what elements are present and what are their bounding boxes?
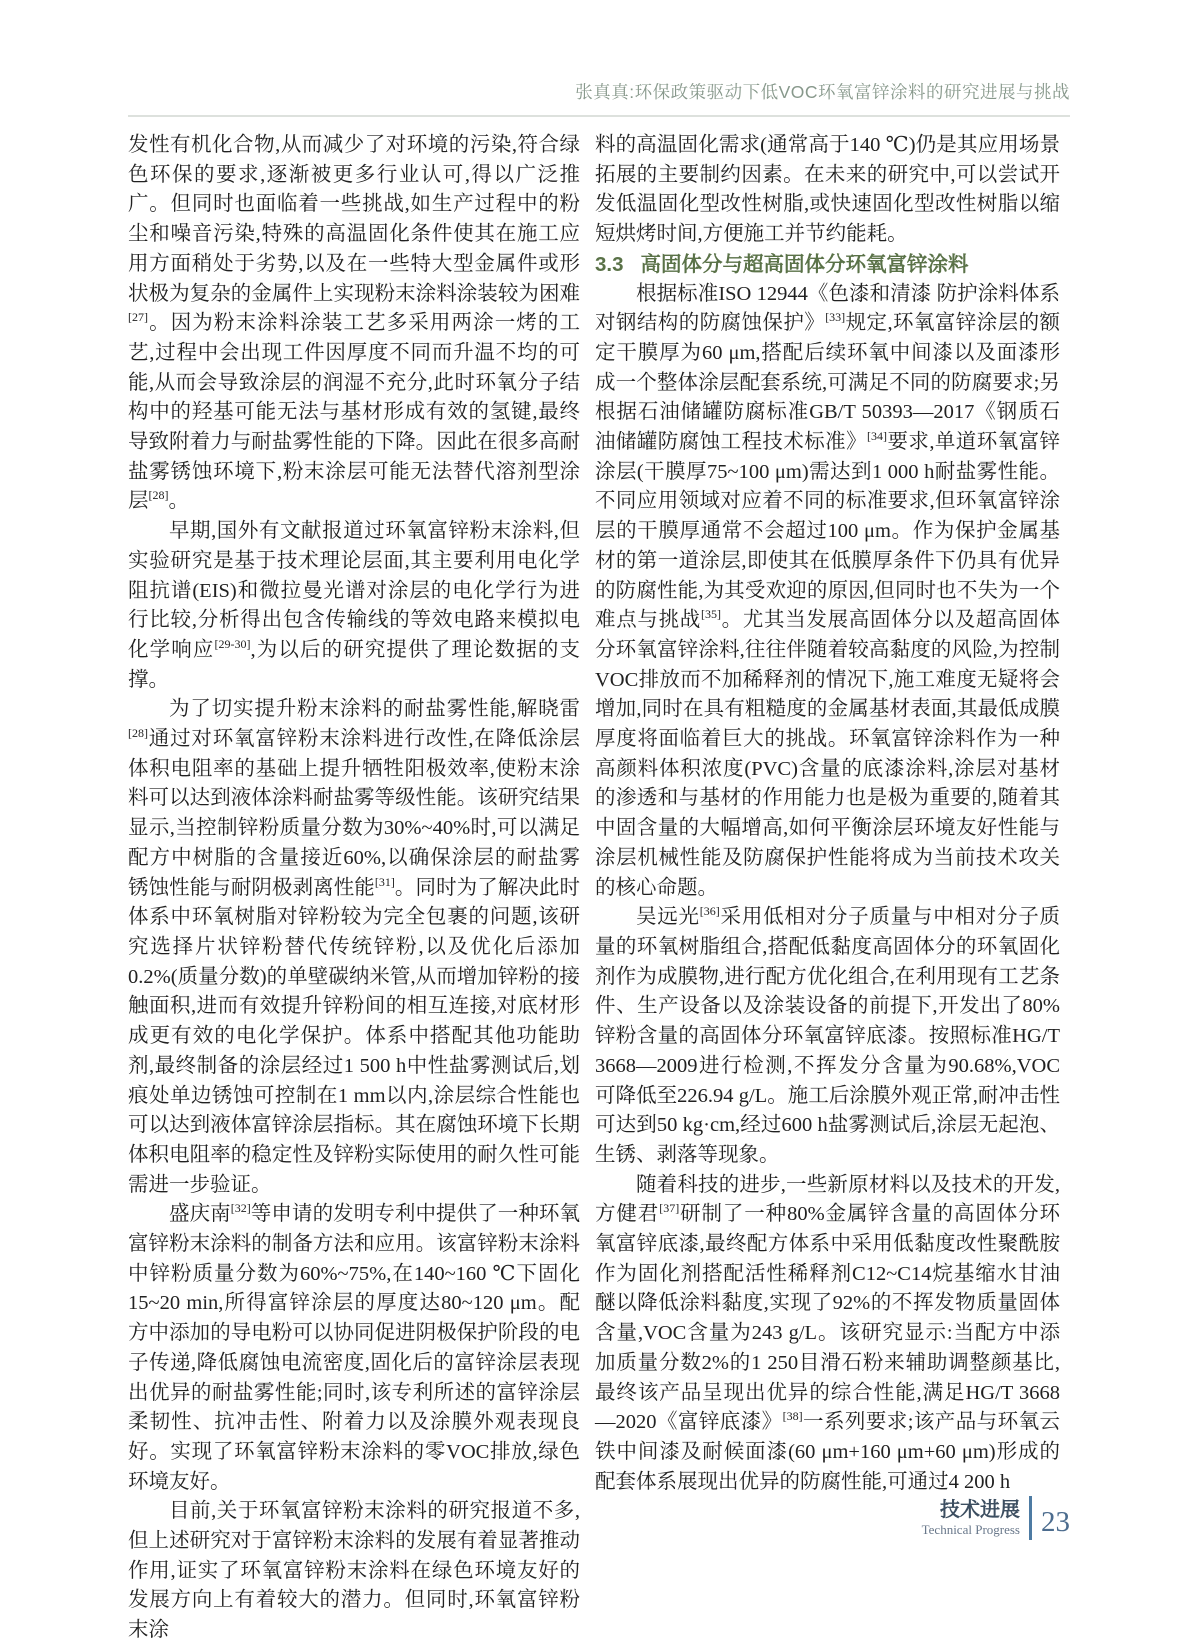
footer-section-label-en: Technical Progress (921, 1521, 1020, 1537)
paragraph: 为了切实提升粉末涂料的耐盐雾性能,解晓雷[28]通过对环氧富锌粉末涂料进行改性,在降低涂层体积电阻率的基础上提升牺牲阳极效率,使粉末涂料可以达到液体涂料耐盐雾等级性能。该研究结果显示,当控制锌粉质量分数为30%~40%时,可以满足配方中树脂的含量接近60%,以确保涂层的耐盐雾锈蚀性能与耐阴极剥离性能[31]。同时为了解决此时体系中环氧树脂对锌粉较为完全包裹的问题,该研究选择片状锌粉替代传统锌粉,以及优化后添加0.2%(质量分数)的单壁碳纳米管,从而增加锌粉的接触面积,进而有效提升锌粉间的相互连接,对底材形成更有效的电化学保护。体系中搭配其他功能助剂,最终制备的涂层经过1 500 h中性盐雾测试后,划痕处单边锈蚀可控制在1 mm以内,涂层综合性能也可以达到液体富锌涂层指标。其在腐蚀环境下长期体积电阻率的稳定性及锌粉实际使用的耐久性可能需进一步验证。 (128, 698, 581, 1196)
citation-ref: [28] (148, 488, 169, 503)
paragraph: 根据标准ISO 12944《色漆和清漆 防护涂料体系对钢结构的防腐蚀保护》[33]规定,环氧富锌涂层的额定干膜厚为60 μm,搭配后续环氧中间漆以及面漆形成一个整体涂层配套系统,可满足不同的防腐要求;另根据石油储罐防腐标准GB/T 50393—2017《钢质石油储罐防腐蚀工程技术标准》[34]要求,单道环氧富锌涂层(干膜厚75~100 μm)需达到1 000 h耐盐雾性能。不同应用领域对应着不同的标准要求,但环氧富锌涂层的干膜厚通常不会超过100 μm。作为保护金属基材的第一道涂层,即使其在低膜厚条件下仍具有优异的防腐性能,为其受欢迎的原因,但同时也不失为一个难点与挑战[35]。尤其当发展高固体分以及超高固体分环氧富锌涂料,往往伴随着较高黏度的风险,为控制VOC排放而不加稀释剂的情况下,施工难度无疑将会增加,同时在具有粗糙度的金属基材表面,其最低成膜厚度将面临着巨大的挑战。环氧富锌涂料作为一种高颜料体积浓度(PVC)含量的底漆涂料,涂层对基材的渗透和与基材的作用能力也是极为重要的,随着其中固含量的大幅增高,如何平衡涂层环境友好性能与涂层机械性能及防腐保护性能将成为当前技术攻关的核心命题。 (595, 282, 1061, 899)
paragraph: 料的高温固化需求(通常高于140 ℃)仍是其应用场景拓展的主要制约因素。在未来的研究中,可以尝试开发低温固化型改性树脂,或快速固化型改性树脂以缩短烘烤时间,方便施工并节约能耗。 (595, 134, 1060, 246)
article-body (128, 131, 1060, 1646)
paragraph: 目前,关于环氧富锌粉末涂料的研究报道不多,但上述研究对于富锌粉末涂料的发展有着显著推动作用,证实了环氧富锌粉末涂料在绿色环境友好的发展方向上有着较大的潜力。但同时,环氧富锌粉末涂 (128, 1500, 580, 1642)
citation-ref: [29-30] (214, 637, 251, 652)
citation-ref: [36] (699, 904, 720, 919)
citation-ref: [27] (128, 310, 148, 325)
page-number: 23 (1041, 1505, 1070, 1538)
paragraph: 吴远光[36]采用低相对分子质量与中相对分子质量的环氧树脂组合,搭配低黏度高固体分的环氧固化剂作为成膜物,进行配方优化组合,在利用现有工艺条件、生产设备以及涂装设备的前提下,开发出了80%锌粉含量的高固体分环氧富锌底漆。按照标准HG/T 3668—2009进行检测,不挥发分含量为90.68%,VOC可降低至226.94 g/L。施工后涂膜外观正常,耐冲击性可达到50 kg·cm,经过600 h盐雾测试后,涂层无起泡、生锈、剥落等现象。 (595, 904, 1061, 1166)
running-title: 张真真:环保政策驱动下低VOC环氧富锌涂料的研究进展与挑战 (575, 82, 1070, 102)
footer-section-label-cn: 技术进展 (940, 1498, 1020, 1521)
citation-ref: [38] (782, 1409, 803, 1424)
section-number: 3.3 (595, 252, 624, 276)
page-header (128, 0, 1070, 125)
citation-ref: [35] (700, 607, 721, 622)
footer-divider-bar (1029, 1496, 1032, 1540)
left-column (128, 131, 580, 1646)
header-rule (128, 115, 1070, 117)
paragraph: 发性有机化合物,从而减少了对环境的污染,符合绿色环保的要求,逐渐被更多行业认可,得以广泛推广。但同时也面临着一些挑战,如生产过程中的粉尘和噪音污染,特殊的高温固化条件使其在施工应用方面稍处于劣势,以及在一些特大型金属件或形状极为复杂的金属件上实现粉末涂料涂装较为困难[27]。因为粉末涂料涂装工艺多采用两涂一烤的工艺,过程中会出现工件因厚度不同而升温不均的可能,从而会导致涂层的润湿不充分,此时环氧分子结构中的羟基可能无法与基材形成有效的氢键,最终导致附着力与耐盐雾性能的下降。因此在很多高耐盐雾锈蚀环境下,粉末涂层可能无法替代溶剂型涂层[28]。 (128, 134, 580, 513)
paragraph: 早期,国外有文献报道过环氧富锌粉末涂料,但实验研究是基于技术理论层面,其主要利用电化学阻抗谱(EIS)和微拉曼光谱对涂层的电化学行为进行比较,分析得出包含传输线的等效电路来模拟电化学响应[29-30],为以后的研究提供了理论数据的支撑。 (128, 520, 580, 691)
page-footer (922, 1496, 1070, 1540)
section-title: 高固体分与超高固体分环氧富锌涂料 (640, 252, 969, 276)
citation-ref: [34] (867, 429, 888, 444)
citation-ref: [37] (659, 1201, 680, 1216)
paragraph: 盛庆南[32]等申请的发明专利中提供了一种环氧富锌粉末涂料的制备方法和应用。该富锌粉末涂料中锌粉质量分数为60%~75%,在140~160 ℃下固化15~20 min,所得富锌涂层的厚度达80~120 μm。配方中添加的导电粉可以协同促进阴极保护阶段的电子传递,降低腐蚀电流密度,固化后的富锌涂层表现出优异的耐盐雾性能;同时,该专利所述的富锌涂层柔韧性、抗冲击性、附着力以及涂膜外观表现良好。实现了环氧富锌粉末涂料的零VOC排放,绿色环境友好。 (128, 1201, 581, 1493)
paragraph: 随着科技的进步,一些新原材料以及技术的开发,方健君[37]研制了一种80%金属锌含量的高固体分环氧富锌底漆,最终配方体系中采用低黏度改性聚酰胺作为固化剂搭配活性稀释剂C12~C14烷基缩水甘油醚以降低涂料黏度,实现了92%的不挥发物质量固体含量,VOC含量为243 g/L。该研究显示:当配方中添加质量分数2%的1 250目滑石粉来辅助调整颜基比,最终该产品呈现出优异的综合性能,满足HG/T 3668—2020《富锌底漆》[38]一系列要求;该产品与环氧云铁中间漆及耐候面漆(60 μm+160 μm+60 μm)形成的配套体系展现出优异的防腐性能,可通过4 200 h (595, 1173, 1061, 1493)
footer-section-labels (922, 1499, 1020, 1538)
section-heading (595, 250, 1060, 280)
citation-ref: [28] (128, 726, 148, 741)
citation-ref: [32] (230, 1201, 251, 1216)
citation-ref: [33] (825, 310, 846, 325)
right-column (595, 131, 1060, 1646)
citation-ref: [31] (374, 874, 395, 889)
